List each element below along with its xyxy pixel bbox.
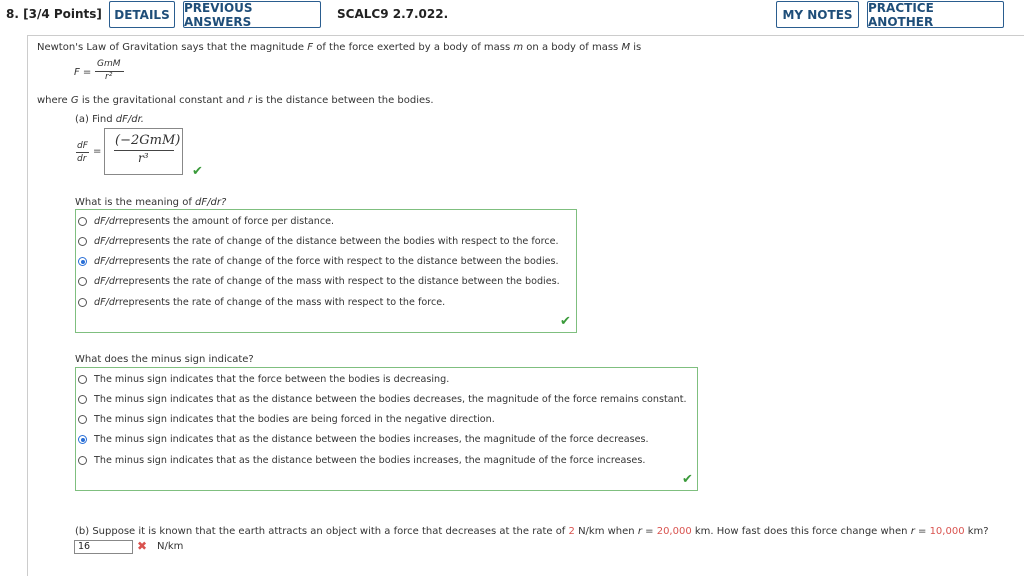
radio-button[interactable] [78,217,87,226]
details-button[interactable]: DETAILS [109,1,175,28]
minus-question: What does the minus sign indicate? [75,354,254,365]
unit-label: N/km [157,541,184,552]
equals-sign: = [93,146,102,157]
radio-button-selected[interactable] [78,257,87,266]
question-number: 8. [3/4 Points] [6,7,102,21]
minus-options-group [75,367,698,491]
derivative-lhs-bar [76,152,89,153]
minus-option[interactable]: The minus sign indicates that the bodies are being forced in the negative direction. [78,414,495,425]
problem-code: SCALC9 2.7.022. [337,7,449,21]
meaning-options-group [75,209,577,333]
minus-option[interactable]: The minus sign indicates that as the distance between the bodies increases, the magnitude of the force increases. [78,455,645,466]
points-label: [3/4 Points] [23,7,102,21]
meaning-option[interactable]: dF/dr represents the rate of change of the distance between the bodies with respect to the force. [78,236,559,247]
radio-button[interactable] [78,395,87,404]
question-header [0,0,1024,32]
formula-numerator: GmM [97,59,121,69]
check-icon: ✔ [560,314,571,329]
formula-denominator: r² [105,72,113,82]
minus-option[interactable]: The minus sign indicates that as the distance between the bodies decreases, the magnitude of the force remains constant. [78,394,687,405]
rate-answer-input[interactable]: 16 [74,540,133,554]
derivative-lhs-denominator: dr [77,154,87,164]
radio-button[interactable] [78,277,87,286]
part-b-prompt: (b) Suppose it is known that the earth attracts an object with a force that decreases at the rate of 2 N/km when r = 20,000 km. How fast does this force change when r = 10,000 km? [75,526,989,537]
answer-denominator: r³ [138,151,149,165]
radio-button[interactable] [78,298,87,307]
practice-another-button[interactable]: PRACTICE ANOTHER [867,1,1004,28]
previous-answers-button[interactable]: PREVIOUS ANSWERS [183,1,321,28]
where-text: where G is the gravitational constant and r is the distance between the bodies. [37,95,434,106]
radio-button[interactable] [78,237,87,246]
radio-button-selected[interactable] [78,435,87,444]
radio-button[interactable] [78,456,87,465]
formula-lhs: F = [74,67,92,78]
check-icon: ✔ [682,472,693,487]
x-icon: ✖ [137,539,148,553]
my-notes-button[interactable]: MY NOTES [776,1,859,28]
meaning-option[interactable]: dF/dr represents the amount of force per distance. [78,216,334,227]
meaning-option[interactable]: dF/dr represents the rate of change of the mass with respect to the force. [78,297,445,308]
meaning-option-selected[interactable]: dF/dr represents the rate of change of the force with respect to the distance between the bodies. [78,256,559,267]
meaning-question: What is the meaning of dF/dr? [75,197,227,208]
part-a-prompt: (a) Find dF/dr. [75,114,144,125]
derivative-answer-box[interactable] [104,128,183,175]
radio-button[interactable] [78,375,87,384]
minus-option-selected[interactable]: The minus sign indicates that as the distance between the bodies increases, the magnitude of the force decreases. [78,434,649,445]
answer-numerator: (−2GmM) [115,133,181,148]
minus-option[interactable]: The minus sign indicates that the force between the bodies is decreasing. [78,374,449,385]
check-icon: ✔ [192,164,203,179]
derivative-lhs-numerator: dF [77,141,88,151]
radio-button[interactable] [78,415,87,424]
intro-text: Newton's Law of Gravitation says that the magnitude F of the force exerted by a body of mass m on a body of mass M is [37,42,642,53]
meaning-option[interactable]: dF/dr represents the rate of change of the mass with respect to the distance between the bodies. [78,276,560,287]
